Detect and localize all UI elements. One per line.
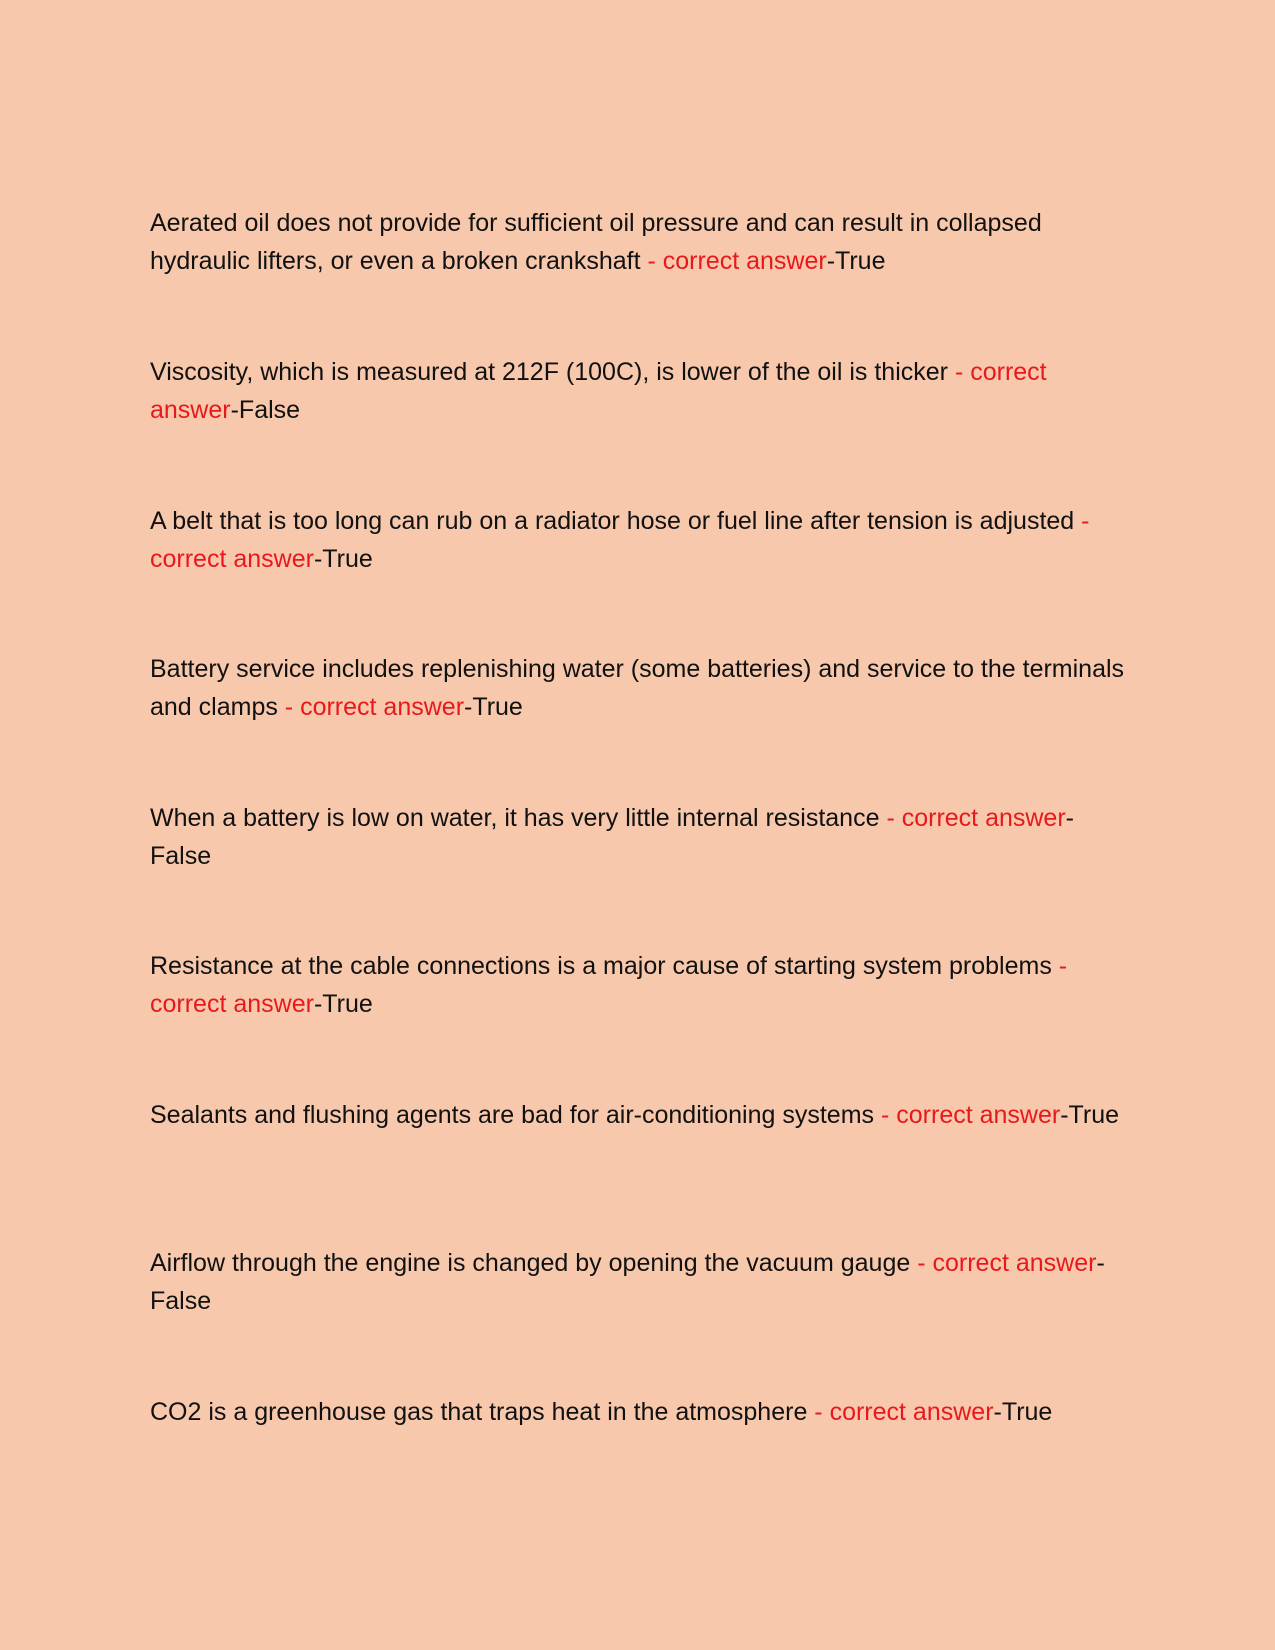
qa-item [150,650,1130,726]
qa-item [150,502,1130,578]
question-text: Viscosity, which is measured at 212F (100C), is lower of the oil is thicker [150,358,948,386]
qa-item [150,947,1130,1023]
correct-answer-marker: - correct answer [879,804,1066,832]
qa-item [150,204,1130,280]
correct-answer-marker: - correct answer [874,1101,1061,1129]
question-text: A belt that is too long can rub on a radiator hose or fuel line after tension is adjusted [150,507,1075,535]
question-text: Aerated oil does not provide for sufficient oil pressure and can result in collapsed hydraulic lifters, or even a broken crankshaft [150,209,1042,275]
answer-value: -True [313,990,373,1018]
answer-value: -False [150,804,1074,870]
correct-answer-marker: - correct answer [277,693,465,721]
answer-value: -True [464,693,523,721]
answer-value: -True [993,1398,1053,1426]
question-text: Resistance at the cable connections is a major cause of starting system problems [150,952,1052,980]
qa-item [150,1393,1130,1431]
correct-answer-marker: - correct answer [150,507,1090,573]
question-text: Airflow through the engine is changed by opening the vacuum gauge [150,1249,911,1277]
qa-item [150,353,1130,429]
correct-answer-marker: - correct answer [640,247,827,275]
correct-answer-marker: - correct answer [910,1249,1097,1277]
qa-item [150,1096,1130,1134]
question-text: Sealants and flushing agents are bad for air-conditioning systems [150,1101,875,1129]
answer-value: -True [826,247,886,275]
correct-answer-marker: - correct answer [150,358,1047,424]
answer-value: -False [150,1249,1105,1315]
question-text: When a battery is low on water, it has very little internal resistance [150,804,880,832]
qa-item [150,799,1130,875]
answer-value: -True [1060,1101,1120,1129]
answer-value: -True [313,545,373,573]
question-text: Battery service includes replenishing water (some batteries) and service to the terminals and clamps [150,655,1125,721]
correct-answer-marker: - correct answer [150,952,1068,1018]
correct-answer-marker: - correct answer [807,1398,994,1426]
qa-item [150,1244,1130,1320]
answer-value: -False [230,396,301,424]
question-text: CO2 is a greenhouse gas that traps heat in the atmosphere [150,1398,808,1426]
